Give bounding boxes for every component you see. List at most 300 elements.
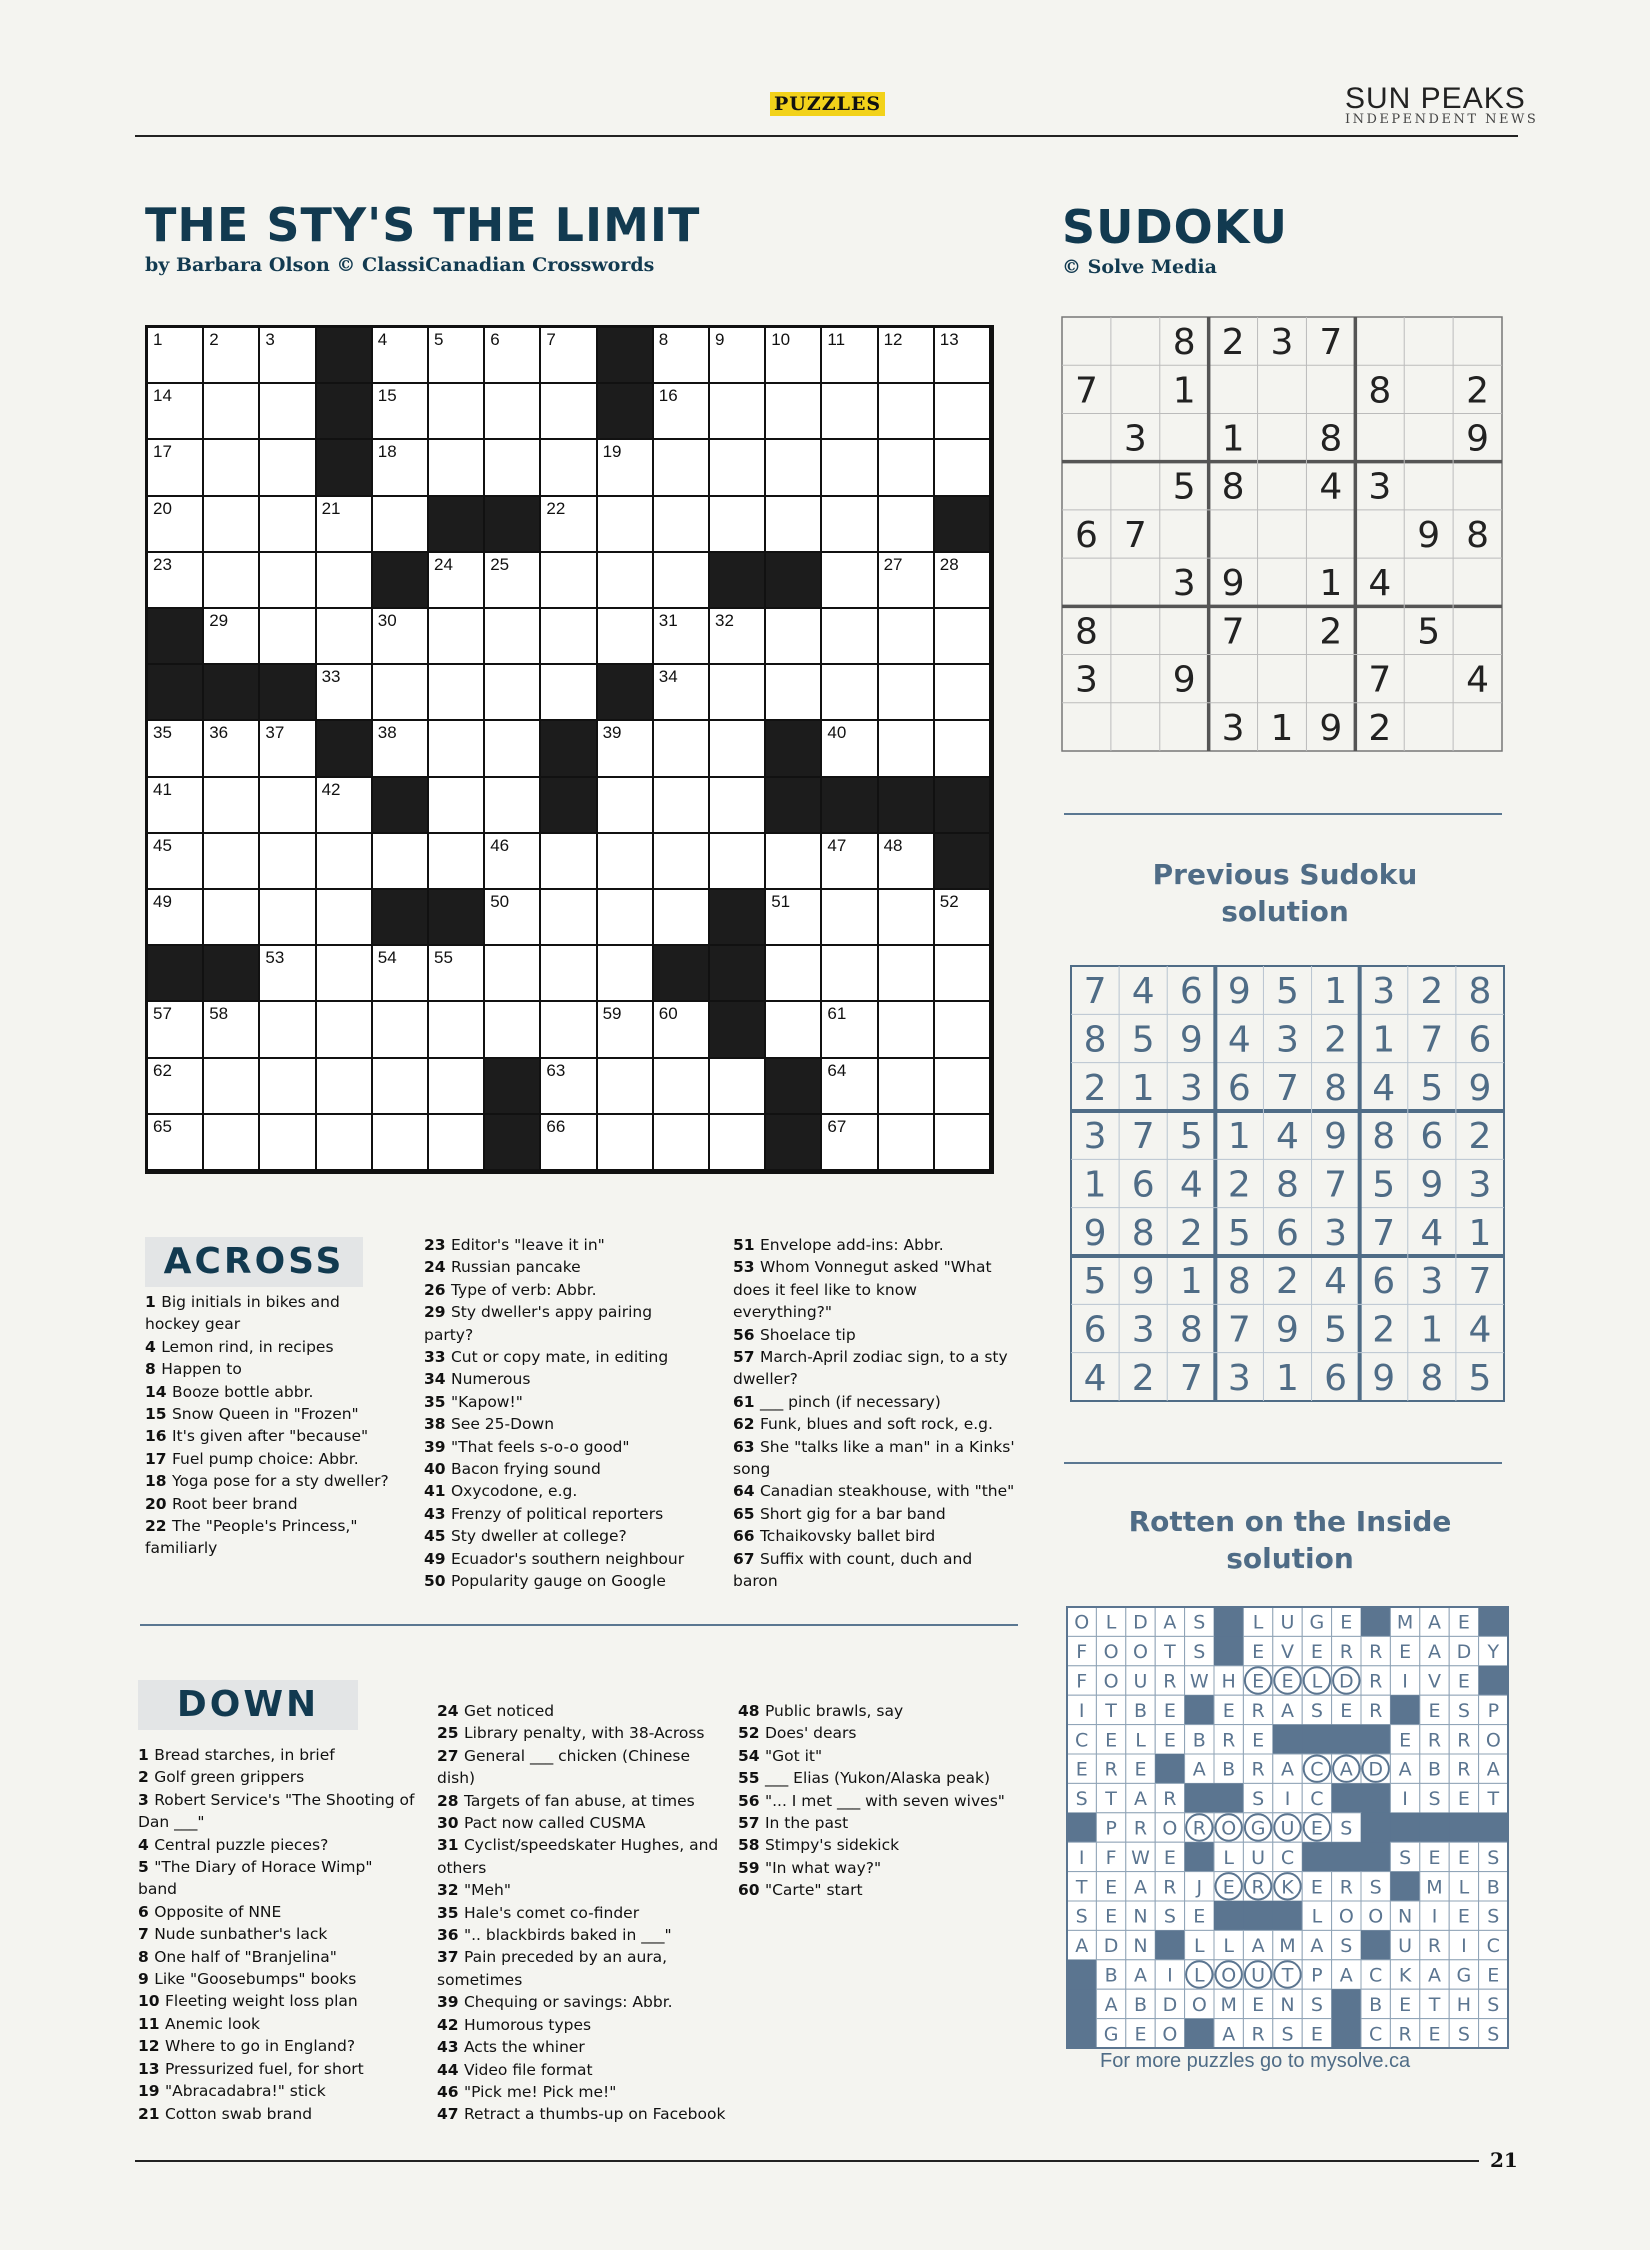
crossword-cell[interactable] — [598, 890, 654, 946]
crossword-cell[interactable] — [598, 1002, 654, 1058]
previous-solution-digit: 8 — [1324, 1067, 1348, 1109]
rotten-letter: I — [1461, 1935, 1467, 1958]
crossword-cell[interactable] — [204, 778, 260, 834]
crossword-cell[interactable] — [485, 609, 541, 665]
crossword-cell[interactable] — [373, 497, 429, 553]
rotten-block-cell — [1067, 2019, 1097, 2049]
rotten-letter: R — [1163, 1876, 1177, 1899]
crossword-cell[interactable] — [260, 384, 316, 440]
crossword-block-cell — [485, 1059, 541, 1115]
rotten-letter: B — [1133, 1993, 1148, 2016]
crossword-cell[interactable] — [317, 834, 373, 890]
crossword-cell[interactable] — [541, 553, 597, 609]
crossword-cell[interactable] — [598, 1059, 654, 1115]
crossword-cell[interactable] — [317, 665, 373, 721]
crossword-cell[interactable] — [935, 440, 991, 496]
crossword-cell[interactable] — [204, 440, 260, 496]
rotten-block-cell — [1420, 1813, 1450, 1843]
crossword-cell[interactable] — [822, 1002, 878, 1058]
crossword-cell[interactable] — [148, 553, 204, 609]
crossword-cell[interactable] — [598, 946, 654, 1002]
crossword-cell[interactable] — [935, 890, 991, 946]
crossword-cell[interactable] — [148, 778, 204, 834]
crossword-cell[interactable] — [879, 497, 935, 553]
crossword-cell[interactable] — [204, 497, 260, 553]
rotten-letter: D — [1133, 1611, 1148, 1634]
crossword-cell[interactable] — [710, 721, 766, 777]
crossword-cell[interactable] — [148, 890, 204, 946]
crossword-cell[interactable] — [541, 1002, 597, 1058]
crossword-cell[interactable] — [541, 665, 597, 721]
rotten-letter: A — [1104, 1993, 1118, 2016]
crossword-clue-number: 62 — [153, 1060, 172, 1080]
crossword-cell[interactable] — [654, 721, 710, 777]
rotten-letter: O — [1221, 1817, 1237, 1840]
crossword-cell[interactable] — [541, 834, 597, 890]
crossword-cell[interactable] — [485, 328, 541, 384]
crossword-cell[interactable] — [260, 1002, 316, 1058]
crossword-cell[interactable] — [598, 440, 654, 496]
rotten-letter: E — [1399, 1641, 1412, 1664]
crossword-cell[interactable] — [373, 440, 429, 496]
previous-solution-digit: 8 — [1372, 1116, 1396, 1158]
crossword-cell[interactable] — [317, 497, 373, 553]
crossword-cell[interactable] — [485, 721, 541, 777]
down-clue: 31 Cyclist/speedskater Hughes, and others — [437, 1836, 719, 1877]
crossword-cell[interactable] — [879, 1059, 935, 1115]
crossword-cell[interactable] — [260, 778, 316, 834]
crossword-block-cell — [654, 946, 710, 1002]
crossword-cell[interactable] — [317, 1002, 373, 1058]
crossword-cell[interactable] — [766, 440, 822, 496]
crossword-cell[interactable] — [879, 384, 935, 440]
previous-solution-digit: 5 — [1179, 1116, 1203, 1158]
crossword-cell[interactable] — [654, 553, 710, 609]
footer-rule — [135, 2160, 1479, 2162]
crossword-cell[interactable] — [879, 721, 935, 777]
crossword-cell[interactable] — [148, 384, 204, 440]
rotten-letter: R — [1369, 1699, 1383, 1722]
crossword-cell[interactable] — [204, 890, 260, 946]
crossword-cell[interactable] — [204, 609, 260, 665]
crossword-cell[interactable] — [485, 553, 541, 609]
previous-solution-digit: 6 — [1420, 1116, 1444, 1158]
crossword-title: THE STY'S THE LIMIT — [145, 198, 701, 252]
crossword-cell[interactable] — [822, 665, 878, 721]
crossword-cell[interactable] — [654, 834, 710, 890]
crossword-clue-number: 37 — [265, 723, 285, 743]
rotten-block-cell — [1185, 1783, 1215, 1813]
crossword-cell[interactable] — [373, 834, 429, 890]
crossword-cell[interactable] — [822, 497, 878, 553]
crossword-cell[interactable] — [260, 1115, 316, 1171]
crossword-cell[interactable] — [822, 440, 878, 496]
crossword-cell[interactable] — [710, 328, 766, 384]
crossword-block-cell — [766, 721, 822, 777]
crossword-cell[interactable] — [879, 834, 935, 890]
rotten-letter: E — [1310, 1876, 1323, 1899]
crossword-cell[interactable] — [654, 440, 710, 496]
down-clue: 47 Retract a thumbs-up on Facebook — [437, 2105, 726, 2124]
crossword-cell[interactable] — [822, 890, 878, 946]
crossword-cell[interactable] — [879, 440, 935, 496]
previous-solution-digit: 7 — [1324, 1164, 1348, 1206]
crossword-cell[interactable] — [879, 609, 935, 665]
crossword-block-cell — [204, 665, 260, 721]
previous-solution-digit: 6 — [1179, 971, 1203, 1013]
crossword-clue-number: 49 — [153, 892, 172, 911]
rotten-letter: M — [1426, 1876, 1443, 1899]
crossword-cell[interactable] — [766, 497, 822, 553]
crossword-cell[interactable] — [148, 834, 204, 890]
across-clue: 8 Happen to — [145, 1360, 242, 1379]
rotten-letter: H — [1456, 1993, 1472, 2016]
crossword-cell[interactable] — [317, 946, 373, 1002]
crossword-cell[interactable] — [598, 1115, 654, 1171]
crossword-cell[interactable] — [598, 609, 654, 665]
crossword-cell[interactable] — [710, 609, 766, 665]
crossword-cell[interactable] — [879, 665, 935, 721]
across-clue: 20 Root beer brand — [145, 1494, 298, 1513]
rotten-letter: E — [1252, 1670, 1265, 1693]
crossword-cell[interactable] — [710, 778, 766, 834]
crossword-cell[interactable] — [429, 384, 485, 440]
sudoku-given-digit: 6 — [1074, 514, 1098, 556]
crossword-cell[interactable] — [260, 553, 316, 609]
crossword-cell[interactable] — [935, 1002, 991, 1058]
crossword-cell[interactable] — [204, 721, 260, 777]
crossword-cell[interactable] — [485, 384, 541, 440]
previous-solution-digit: 6 — [1468, 1019, 1492, 1061]
crossword-cell[interactable] — [373, 384, 429, 440]
crossword-cell[interactable] — [822, 384, 878, 440]
sudoku-given-digit: 7 — [1368, 659, 1392, 701]
rotten-letter: N — [1133, 1905, 1148, 1928]
crossword-block-cell — [598, 384, 654, 440]
previous-solution-digit: 8 — [1083, 1019, 1107, 1061]
crossword-cell[interactable] — [317, 1115, 373, 1171]
rotten-letter: D — [1162, 1993, 1178, 2016]
crossword-cell[interactable] — [822, 609, 878, 665]
crossword-cell[interactable] — [373, 1002, 429, 1058]
crossword-cell[interactable] — [541, 890, 597, 946]
across-clue: 24 Russian pancake — [424, 1258, 581, 1277]
crossword-cell[interactable] — [260, 328, 316, 384]
crossword-block-cell — [766, 778, 822, 834]
crossword-cell[interactable] — [598, 778, 654, 834]
crossword-cell[interactable] — [822, 834, 878, 890]
crossword-cell[interactable] — [260, 890, 316, 946]
more-puzzles-link[interactable]: For more puzzles go to mysolve.ca — [1100, 2050, 1411, 2072]
crossword-cell[interactable] — [654, 328, 710, 384]
crossword-cell[interactable] — [598, 834, 654, 890]
crossword-cell[interactable] — [204, 834, 260, 890]
crossword-cell[interactable] — [935, 946, 991, 1002]
across-clue: 66 Tchaikovsky ballet bird — [733, 1527, 936, 1546]
previous-solution-digit: 6 — [1083, 1309, 1107, 1351]
crossword-cell[interactable] — [373, 1115, 429, 1171]
crossword-cell[interactable] — [429, 665, 485, 721]
crossword-cell[interactable] — [260, 946, 316, 1002]
crossword-cell[interactable] — [766, 384, 822, 440]
rotten-letter: E — [1487, 1964, 1500, 1987]
crossword-cell[interactable] — [148, 497, 204, 553]
rotten-letter: S — [1163, 1905, 1176, 1928]
crossword-cell[interactable] — [710, 440, 766, 496]
crossword-cell[interactable] — [485, 778, 541, 834]
crossword-clue-number: 1 — [153, 330, 163, 349]
crossword-cell[interactable] — [373, 328, 429, 384]
crossword-cell[interactable] — [766, 665, 822, 721]
crossword-cell[interactable] — [148, 440, 204, 496]
crossword-cell[interactable] — [485, 1002, 541, 1058]
crossword-cell[interactable] — [766, 834, 822, 890]
crossword-cell[interactable] — [710, 497, 766, 553]
crossword-cell[interactable] — [317, 609, 373, 665]
crossword-cell[interactable] — [935, 609, 991, 665]
crossword-cell[interactable] — [766, 609, 822, 665]
crossword-cell[interactable] — [654, 1115, 710, 1171]
crossword-clue-number: 25 — [490, 554, 510, 574]
previous-solution-digit: 7 — [1083, 971, 1107, 1013]
previous-solution-digit: 3 — [1083, 1116, 1107, 1158]
crossword-cell[interactable] — [654, 1059, 710, 1115]
crossword-cell[interactable] — [822, 1115, 878, 1171]
crossword-cell[interactable] — [260, 1059, 316, 1115]
crossword-cell[interactable] — [598, 721, 654, 777]
crossword-cell[interactable] — [654, 497, 710, 553]
rotten-letter: E — [1457, 1611, 1470, 1634]
crossword-cell[interactable] — [935, 1059, 991, 1115]
crossword-cell[interactable] — [822, 553, 878, 609]
crossword-cell[interactable] — [429, 328, 485, 384]
crossword-cell[interactable] — [654, 384, 710, 440]
crossword-cell[interactable] — [373, 721, 429, 777]
rotten-letter: R — [1339, 1876, 1353, 1899]
crossword-cell[interactable] — [822, 721, 878, 777]
crossword-cell[interactable] — [654, 665, 710, 721]
crossword-cell[interactable] — [260, 440, 316, 496]
across-clue: 14 Booze bottle abbr. — [145, 1382, 314, 1401]
crossword-cell[interactable] — [204, 328, 260, 384]
crossword-cell[interactable] — [766, 1002, 822, 1058]
crossword-cell[interactable] — [317, 778, 373, 834]
crossword-cell[interactable] — [766, 946, 822, 1002]
crossword-cell[interactable] — [260, 497, 316, 553]
rotten-block-cell — [1243, 1901, 1273, 1931]
crossword-cell[interactable] — [766, 328, 822, 384]
rotten-block-cell — [1479, 1607, 1509, 1637]
rotten-letter: I — [1167, 1964, 1173, 1987]
rotten-block-cell — [1361, 1842, 1391, 1872]
crossword-cell[interactable] — [598, 497, 654, 553]
rotten-block-cell — [1332, 1725, 1362, 1755]
crossword-cell[interactable] — [935, 328, 991, 384]
previous-solution-digit: 6 — [1324, 1357, 1348, 1399]
crossword-cell[interactable] — [541, 1059, 597, 1115]
down-clue: 12 Where to go in England? — [138, 2037, 356, 2056]
crossword-cell[interactable] — [879, 1002, 935, 1058]
rotten-letter: E — [1428, 1699, 1441, 1722]
crossword-block-cell — [935, 834, 991, 890]
crossword-cell[interactable] — [317, 553, 373, 609]
across-clue: 41 Oxycodone, e.g. — [424, 1482, 578, 1501]
crossword-cell[interactable] — [598, 553, 654, 609]
crossword-cell[interactable] — [429, 946, 485, 1002]
across-clue: 39 "That feels s-o-o good" — [424, 1437, 630, 1456]
rotten-letter: E — [1105, 1876, 1118, 1899]
crossword-cell[interactable] — [541, 497, 597, 553]
crossword-cell[interactable] — [373, 665, 429, 721]
previous-solution-digit: 3 — [1179, 1067, 1203, 1109]
crossword-cell[interactable] — [541, 1115, 597, 1171]
rotten-block-cell — [1155, 1930, 1185, 1960]
previous-solution-digit: 2 — [1468, 1116, 1492, 1158]
crossword-cell[interactable] — [541, 328, 597, 384]
crossword-cell[interactable] — [822, 1059, 878, 1115]
crossword-cell[interactable] — [317, 890, 373, 946]
crossword-cell[interactable] — [429, 1059, 485, 1115]
rotten-letter: I — [1284, 1788, 1291, 1811]
crossword-cell[interactable] — [317, 1059, 373, 1115]
rotten-letter: V — [1428, 1670, 1441, 1693]
crossword-cell[interactable] — [654, 609, 710, 665]
crossword-cell[interactable] — [148, 721, 204, 777]
rotten-letter: R — [1369, 1670, 1383, 1693]
crossword-cell[interactable] — [204, 1002, 260, 1058]
crossword-cell[interactable] — [148, 1115, 204, 1171]
crossword-cell[interactable] — [879, 553, 935, 609]
crossword-cell[interactable] — [654, 1002, 710, 1058]
crossword-cell[interactable] — [710, 384, 766, 440]
rotten-block-cell — [1361, 1607, 1391, 1637]
crossword-cell[interactable] — [485, 440, 541, 496]
crossword-cell[interactable] — [541, 946, 597, 1002]
previous-solution-digit: 8 — [1420, 1357, 1444, 1399]
rotten-letter: F — [1105, 1846, 1117, 1869]
sudoku-given-digit: 9 — [1319, 707, 1343, 749]
crossword-cell[interactable] — [879, 328, 935, 384]
crossword-cell[interactable] — [204, 553, 260, 609]
sudoku-grid — [1061, 316, 1503, 752]
crossword-cell[interactable] — [485, 834, 541, 890]
crossword-cell[interactable] — [373, 1059, 429, 1115]
crossword-cell[interactable] — [429, 609, 485, 665]
crossword-cell[interactable] — [260, 834, 316, 890]
crossword-cell[interactable] — [822, 946, 878, 1002]
previous-solution-digit: 9 — [1276, 1309, 1299, 1351]
down-clue: 58 Stimpy's sidekick — [738, 1836, 900, 1855]
crossword-cell[interactable] — [204, 384, 260, 440]
previous-solution-digit: 2 — [1276, 1261, 1299, 1303]
crossword-block-cell — [485, 1115, 541, 1171]
crossword-clue-number: 45 — [153, 835, 172, 855]
crossword-cell[interactable] — [935, 553, 991, 609]
rotten-letter: E — [1163, 1699, 1176, 1722]
sudoku-given-digit: 3 — [1172, 563, 1196, 605]
previous-solution-digit: 5 — [1083, 1261, 1107, 1303]
crossword-cell[interactable] — [654, 890, 710, 946]
crossword-cell[interactable] — [541, 384, 597, 440]
across-clue: 63 She "talks like a man" in a Kinks' song — [733, 1437, 1015, 1479]
crossword-block-cell — [373, 890, 429, 946]
crossword-cell[interactable] — [822, 328, 878, 384]
rotten-letter: R — [1457, 1729, 1471, 1752]
crossword-cell[interactable] — [429, 778, 485, 834]
crossword-cell[interactable] — [710, 1059, 766, 1115]
rotten-letter: N — [1280, 1993, 1295, 2016]
crossword-cell[interactable] — [485, 946, 541, 1002]
rotten-letter: S — [1457, 1699, 1470, 1722]
crossword-cell[interactable] — [710, 665, 766, 721]
sudoku-given-digit: 3 — [1221, 707, 1245, 749]
rotten-letter: E — [1428, 2023, 1441, 2046]
crossword-cell[interactable] — [541, 440, 597, 496]
crossword-cell[interactable] — [879, 946, 935, 1002]
rotten-letter: L — [1223, 1846, 1234, 1869]
crossword-cell[interactable] — [485, 665, 541, 721]
rotten-letter: E — [1340, 1611, 1353, 1634]
rotten-letter: E — [1399, 1993, 1412, 2016]
crossword-cell[interactable] — [260, 721, 316, 777]
crossword-cell[interactable] — [429, 440, 485, 496]
crossword-cell[interactable] — [204, 1115, 260, 1171]
crossword-cell[interactable] — [429, 1002, 485, 1058]
crossword-cell[interactable] — [879, 890, 935, 946]
rotten-letter: C — [1369, 1964, 1383, 1987]
crossword-cell[interactable] — [879, 1115, 935, 1171]
rotten-letter: G — [1250, 1817, 1266, 1840]
sudoku-given-digit: 7 — [1074, 370, 1098, 412]
crossword-cell[interactable] — [204, 1059, 260, 1115]
crossword-cell[interactable] — [148, 1002, 204, 1058]
rotten-letter: I — [1402, 1670, 1408, 1693]
crossword-cell[interactable] — [429, 553, 485, 609]
crossword-cell[interactable] — [935, 1115, 991, 1171]
crossword-cell[interactable] — [429, 1115, 485, 1171]
rotten-letter: S — [1399, 1846, 1412, 1869]
crossword-cell[interactable] — [373, 609, 429, 665]
crossword-cell[interactable] — [935, 384, 991, 440]
crossword-cell[interactable] — [373, 946, 429, 1002]
rotten-block-cell — [1155, 1754, 1185, 1784]
crossword-cell[interactable] — [766, 890, 822, 946]
crossword-cell[interactable] — [935, 665, 991, 721]
crossword-cell[interactable] — [541, 609, 597, 665]
crossword-cell[interactable] — [148, 1059, 204, 1115]
crossword-cell[interactable] — [710, 1115, 766, 1171]
rotten-letter: R — [1251, 1758, 1265, 1781]
crossword-cell[interactable] — [935, 721, 991, 777]
crossword-clue-number: 18 — [377, 442, 397, 462]
crossword-clue-number: 40 — [827, 723, 847, 743]
crossword-cell[interactable] — [260, 609, 316, 665]
crossword-clue-number: 61 — [827, 1004, 847, 1024]
crossword-cell[interactable] — [485, 890, 541, 946]
across-clue: 64 Canadian steakhouse, with "the" — [733, 1482, 1015, 1501]
crossword-clue-number: 33 — [321, 667, 341, 687]
rotten-letter: A — [1310, 1935, 1324, 1958]
crossword-cell[interactable] — [148, 328, 204, 384]
crossword-cell[interactable] — [429, 834, 485, 890]
crossword-cell[interactable] — [429, 721, 485, 777]
crossword-clue-number: 15 — [377, 386, 397, 406]
crossword-cell[interactable] — [654, 778, 710, 834]
across-clue: 40 Bacon frying sound — [424, 1460, 601, 1479]
crossword-cell[interactable] — [710, 834, 766, 890]
rotten-letter: A — [1428, 1964, 1441, 1987]
down-clue: 44 Video file format — [437, 2060, 593, 2079]
